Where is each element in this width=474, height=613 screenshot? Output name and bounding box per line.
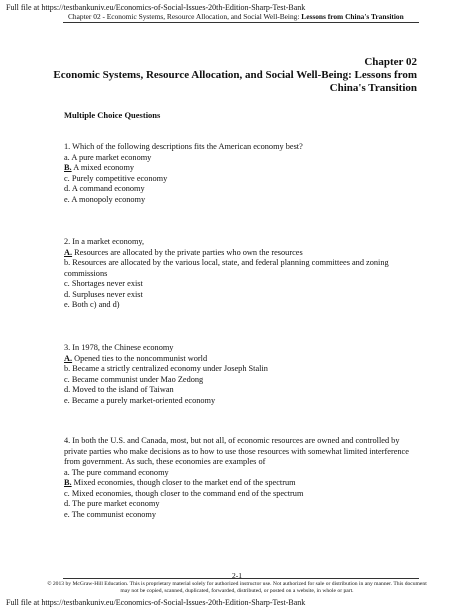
- option: [64, 364, 424, 375]
- option-text: The pure command economy: [69, 467, 169, 477]
- option-text: A mixed economy: [71, 163, 135, 172]
- header-rule: [63, 22, 419, 23]
- option: [64, 375, 424, 386]
- option-letter: b.: [64, 258, 71, 267]
- correct-option-letter: B.: [64, 163, 72, 172]
- option: [64, 489, 424, 500]
- question-stem: 3. In 1978, the Chinese economy: [64, 343, 174, 352]
- option-text: Surpluses never exist: [70, 289, 143, 299]
- question-stem: 1. Which of the following descriptions fits the American economy best?: [64, 142, 303, 151]
- bottom-source-link[interactable]: Full file at https://testbankuniv.eu/Economics-of-Social-Issues-20th-Edition-Sharp-Test-Bank: [6, 598, 306, 607]
- option-letter: c.: [64, 488, 70, 498]
- question-2: [64, 237, 424, 311]
- footer-rule: [63, 578, 419, 579]
- question-stem: 2. In a market economy,: [64, 237, 145, 246]
- option-letter: e.: [64, 509, 70, 519]
- option-text: Resources are allocated by the private parties who own the resources: [72, 247, 303, 257]
- option-text: Mixed economies, though closer to the command end of the spectrum: [69, 488, 304, 498]
- running-header-plain: Chapter 02 - Economic Systems, Resource Allocation, and Social Well-Being:: [68, 12, 302, 21]
- option: [64, 468, 424, 479]
- option-text: Became communist under Mao Zedong: [69, 374, 204, 384]
- chapter-title: Economic Systems, Resource Allocation, and Social Well-Being: Lessons from China's Transition: [53, 69, 417, 94]
- section-heading: Multiple Choice Questions: [64, 110, 161, 120]
- option-letter: e.: [64, 300, 70, 309]
- option-letter: b.: [64, 364, 71, 373]
- option-text: A command economy: [70, 184, 145, 193]
- option-text: Opened ties to the noncommunist world: [72, 353, 208, 363]
- option-text: Resources are allocated by the various local, state, and federal planning committees and zoning commissions: [64, 258, 389, 278]
- option: [64, 163, 424, 174]
- option-text: The pure market economy: [70, 499, 160, 508]
- option-letter: d.: [64, 289, 71, 299]
- top-source-link[interactable]: Full file at https://testbankuniv.eu/Economics-of-Social-Issues-20th-Edition-Sharp-Test-Bank: [6, 3, 306, 12]
- option-text: Mixed economies, though closer to the market end of the spectrum: [71, 478, 296, 487]
- option-text: Became a purely market-oriented economy: [69, 395, 216, 405]
- option-text: Both c) and d): [69, 300, 120, 309]
- page-number: 2-1: [232, 571, 242, 580]
- correct-option-letter: A.: [64, 247, 73, 257]
- correct-option-letter: A.: [64, 353, 73, 363]
- option-letter: e.: [64, 194, 70, 204]
- option: [64, 279, 424, 290]
- copyright-notice: © 2013 by McGraw-Hill Education. This is proprietary material solely for authorized instructor use. Not authorized for sale or distribution in any manner. This document may not be copied, scanned, duplicated, forwarded, distributed, or posted on a website, in whole or part.: [47, 581, 427, 594]
- option-letter: a.: [64, 467, 70, 477]
- option-letter: e.: [64, 395, 70, 405]
- option: [64, 258, 424, 279]
- option: [64, 195, 424, 206]
- option: [64, 290, 424, 301]
- option: [64, 354, 424, 365]
- option-text: Shortages never exist: [69, 279, 143, 288]
- option: [64, 510, 424, 521]
- chapter-label: Chapter 02: [364, 56, 417, 68]
- option-letter: d.: [64, 385, 71, 394]
- option: [64, 174, 424, 185]
- running-header-bold: Lessons from China's Transition: [301, 12, 404, 21]
- question-1: [64, 142, 424, 205]
- option-text: A pure market economy: [69, 152, 152, 162]
- option-text: Became a strictly centralized economy under Joseph Stalin: [70, 364, 268, 373]
- option-text: Moved to the island of Taiwan: [70, 385, 174, 394]
- option-text: Purely competitive economy: [69, 173, 168, 183]
- option-letter: c.: [64, 279, 70, 288]
- option: [64, 153, 424, 164]
- option-letter: c.: [64, 173, 70, 183]
- question-stem: 4. In both the U.S. and Canada, most, but not all, of economic resources are owned and controlled by private parties who make decisions as to how to use those resources with somewhat limited interference from government. As such, these economies are examples of: [64, 436, 409, 466]
- correct-option-letter: B.: [64, 478, 72, 487]
- option: [64, 385, 424, 396]
- option: [64, 499, 424, 510]
- option: [64, 396, 424, 407]
- option-letter: d.: [64, 499, 71, 508]
- question-3: [64, 343, 424, 406]
- option-letter: a.: [64, 152, 70, 162]
- option-letter: d.: [64, 184, 71, 193]
- option: [64, 300, 424, 311]
- running-header: [68, 12, 404, 21]
- option-text: The communist economy: [69, 509, 157, 519]
- option: [64, 248, 424, 259]
- option-text: A monopoly economy: [69, 194, 146, 204]
- option: [64, 184, 424, 195]
- option-letter: c.: [64, 374, 70, 384]
- option: [64, 478, 424, 489]
- question-4: [64, 436, 424, 520]
